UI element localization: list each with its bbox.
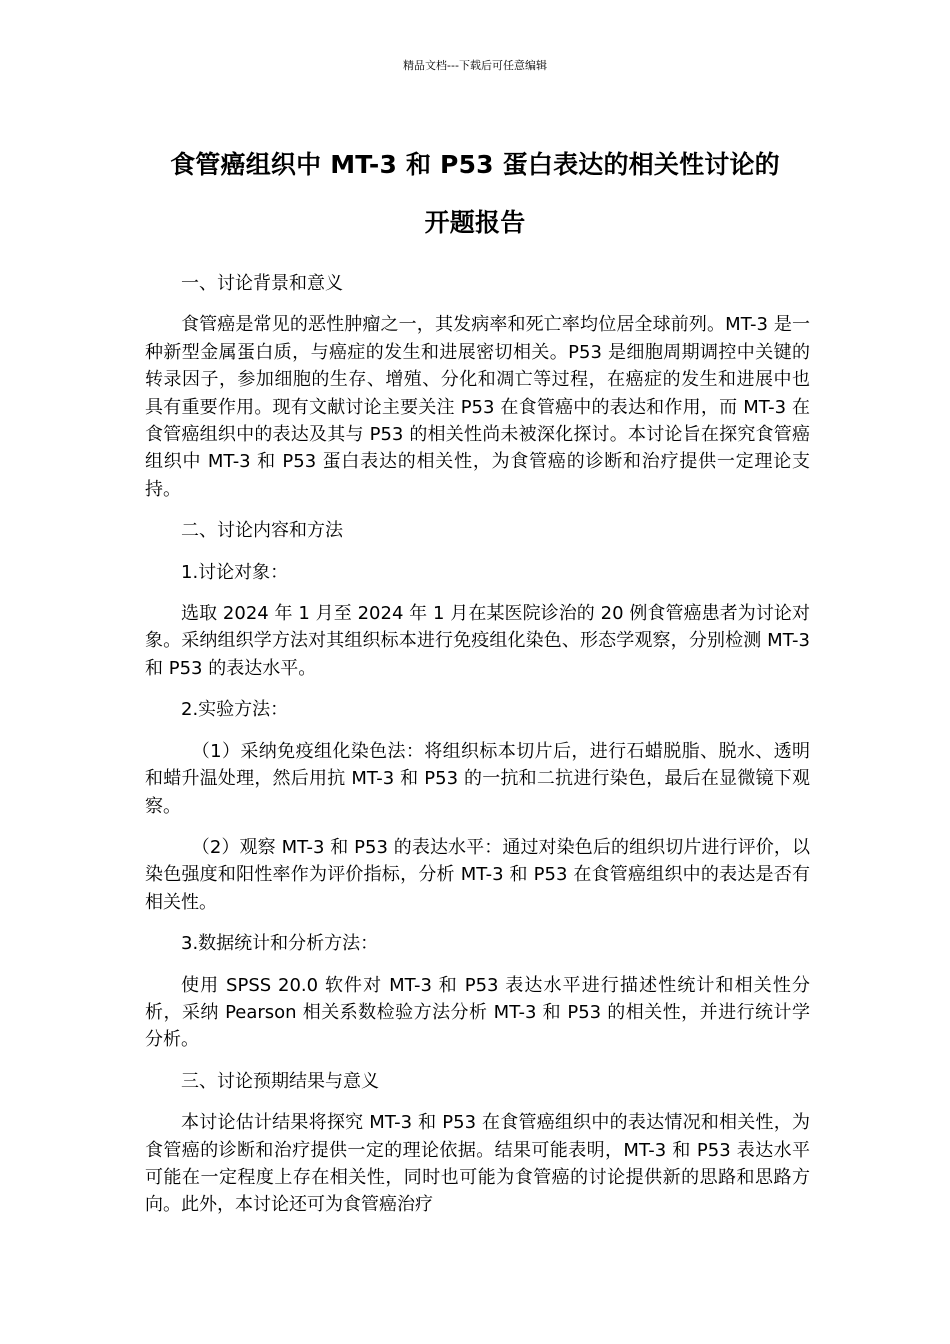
page-header-note: 精品文档---下载后可任意编辑 — [403, 59, 547, 72]
title-line-2: 开题报告 — [424, 208, 526, 237]
title-line-1: 食管癌组织中 MT-3 和 P53 蛋白表达的相关性讨论的 — [170, 150, 780, 179]
section-1-paragraph: 食管癌是常见的恶性肿瘤之一，其发病率和死亡率均位居全球前列。MT-3 是一种新型金属蛋白质，与癌症的发生和进展密切相关。P53 是细胞周期调控中关键的转录因子，参加细胞的生存、增殖、分化和凋亡等过程，在癌症的发生和进展中也具有重要作用。现有文献讨论主要关注 P53 在食管癌中的表达和作用，而 MT-3 在食管癌组织中的表达及其与 P53 的相关性尚未被深化探讨。本讨论旨在探究食管癌组织中 MT-3 和 P53 蛋白表达的相关性，为食管癌的诊断和治疗提供一定理论支持。 — [145, 314, 810, 500]
subsection-2-2-heading: 2.实验方法： — [181, 699, 289, 721]
subsection-2-3-heading: 3.数据统计和分析方法： — [181, 933, 379, 955]
section-3-heading: 三、讨论预期结果与意义 — [181, 1070, 379, 1092]
subsection-2-3-paragraph: 使用 SPSS 20.0 软件对 MT-3 和 P53 表达水平进行描述性统计和相关性分析，采纳 Pearson 相关系数检验方法分析 MT-3 和 P53 的相关性，并进行统计学分析。 — [145, 974, 810, 1051]
subsection-2-1-heading: 1.讨论对象： — [181, 561, 289, 583]
section-3-paragraph: 本讨论估计结果将探究 MT-3 和 P53 在食管癌组织中的表达情况和相关性，为食管癌的诊断和治疗提供一定的理论依据。结果可能表明，MT-3 和 P53 表达水平可能在一定程度上存在相关性，同时也可能为食管癌的讨论提供新的思路和思路方向。此外，本讨论还可为食管癌治疗 — [145, 1112, 810, 1216]
document-title — [0, 136, 950, 252]
section-2-heading: 二、讨论内容和方法 — [181, 520, 343, 542]
method-item-1: （1）采纳免疫组化染色法：将组织标本切片后，进行石蜡脱脂、脱水、透明和蜡升温处理，然后用抗 MT-3 和 P53 的一抗和二抗进行染色，最后在显微镜下观察。 — [145, 740, 810, 817]
section-1-heading: 一、讨论背景和意义 — [181, 273, 343, 294]
method-item-2: （2）观察 MT-3 和 P53 的表达水平：通过对染色后的组织切片进行评价，以染色强度和阳性率作为评价指标，分析 MT-3 和 P53 在食管癌组织中的表达是否有相关性。 — [145, 836, 810, 913]
document-body — [145, 270, 810, 1219]
subsection-2-1-paragraph: 选取 2024 年 1 月至 2024 年 1 月在某医院诊治的 20 例食管癌患者为讨论对象。采纳组织学方法对其组织标本进行免疫组化染色、形态学观察，分别检测 MT-3 和 P53 的表达水平。 — [145, 603, 810, 679]
